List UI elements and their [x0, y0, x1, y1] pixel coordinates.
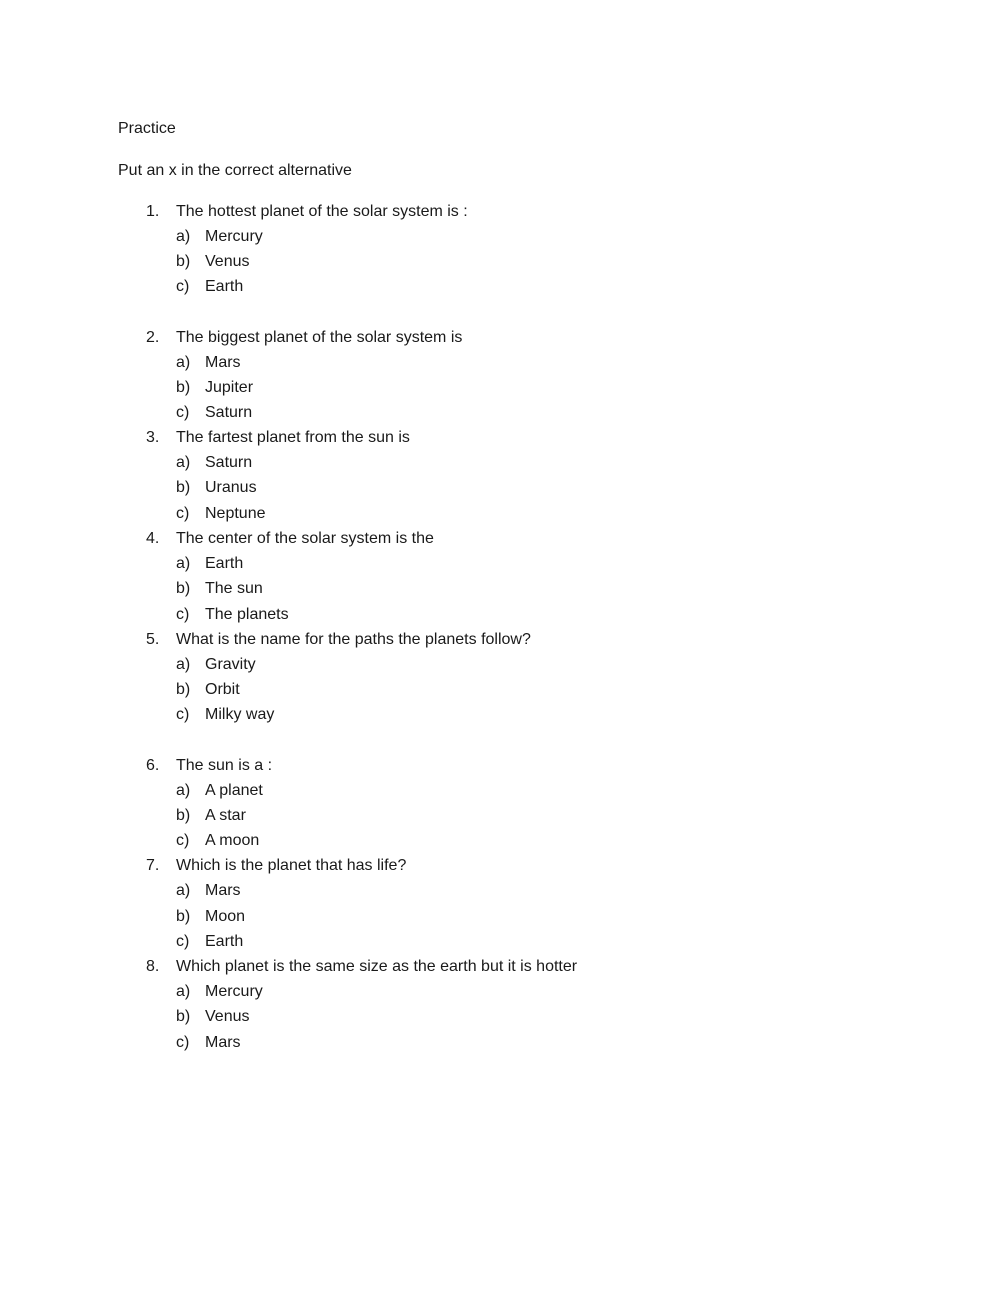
- question-text: The fartest planet from the sun is: [176, 429, 410, 446]
- option-text: Mars: [205, 882, 241, 899]
- question-text: The hottest planet of the solar system is :: [176, 203, 468, 220]
- option-letter: a): [176, 782, 191, 799]
- option-letter: b): [176, 253, 191, 270]
- option-letter: b): [176, 479, 191, 496]
- question-number: 3.: [146, 429, 160, 446]
- option-letter: a): [176, 656, 191, 673]
- question-number: 7.: [146, 857, 160, 874]
- question-number: 6.: [146, 757, 160, 774]
- question-text: Which planet is the same size as the earth but it is hotter: [176, 958, 578, 975]
- option-letter: c): [176, 832, 190, 849]
- question-text: What is the name for the paths the planets follow?: [176, 631, 531, 648]
- option-letter: c): [176, 606, 190, 623]
- option-text: A planet: [205, 782, 263, 799]
- option-letter: b): [176, 1008, 191, 1025]
- option-text: Saturn: [205, 404, 253, 421]
- option-letter: a): [176, 354, 191, 371]
- option-text: Neptune: [205, 505, 266, 522]
- option-text: Jupiter: [205, 379, 254, 396]
- option-letter: c): [176, 404, 190, 421]
- option-text: Moon: [205, 908, 246, 925]
- option-text: Milky way: [205, 706, 275, 723]
- option-text: The sun: [205, 580, 263, 597]
- option-text: The planets: [205, 606, 289, 623]
- option-letter: c): [176, 505, 190, 522]
- question-number: 2.: [146, 329, 160, 346]
- option-letter: a): [176, 555, 191, 572]
- option-text: Uranus: [205, 479, 257, 496]
- question-text: Which is the planet that has life?: [176, 857, 407, 874]
- option-text: Venus: [205, 1008, 250, 1025]
- option-text: Mars: [205, 354, 241, 371]
- question-text: The biggest planet of the solar system is: [176, 329, 463, 346]
- option-text: Saturn: [205, 454, 253, 471]
- question-text: The center of the solar system is the: [176, 530, 434, 547]
- option-letter: a): [176, 983, 191, 1000]
- option-text: Mercury: [205, 228, 263, 245]
- option-letter: c): [176, 706, 190, 723]
- option-letter: b): [176, 908, 191, 925]
- option-letter: a): [176, 882, 191, 899]
- option-text: Mars: [205, 1034, 241, 1051]
- option-text: A moon: [205, 832, 260, 849]
- option-text: Earth: [205, 933, 244, 950]
- question-number: 8.: [146, 958, 160, 975]
- option-letter: b): [176, 379, 191, 396]
- option-letter: a): [176, 228, 191, 245]
- option-text: Earth: [205, 555, 244, 572]
- option-text: Earth: [205, 278, 244, 295]
- option-text: Orbit: [205, 681, 240, 698]
- option-letter: c): [176, 933, 190, 950]
- instruction-text: Put an x in the correct alternative: [118, 162, 352, 179]
- option-letter: b): [176, 580, 191, 597]
- option-letter: c): [176, 278, 190, 295]
- question-number: 5.: [146, 631, 160, 648]
- option-letter: b): [176, 681, 191, 698]
- option-letter: b): [176, 807, 191, 824]
- option-text: Gravity: [205, 656, 256, 673]
- option-text: Mercury: [205, 983, 263, 1000]
- question-text: The sun is a :: [176, 757, 273, 774]
- question-number: 4.: [146, 530, 160, 547]
- option-text: A star: [205, 807, 246, 824]
- option-letter: c): [176, 1034, 190, 1051]
- option-text: Venus: [205, 253, 250, 270]
- option-letter: a): [176, 454, 191, 471]
- question-number: 1.: [146, 203, 160, 220]
- page-title: Practice: [118, 120, 176, 137]
